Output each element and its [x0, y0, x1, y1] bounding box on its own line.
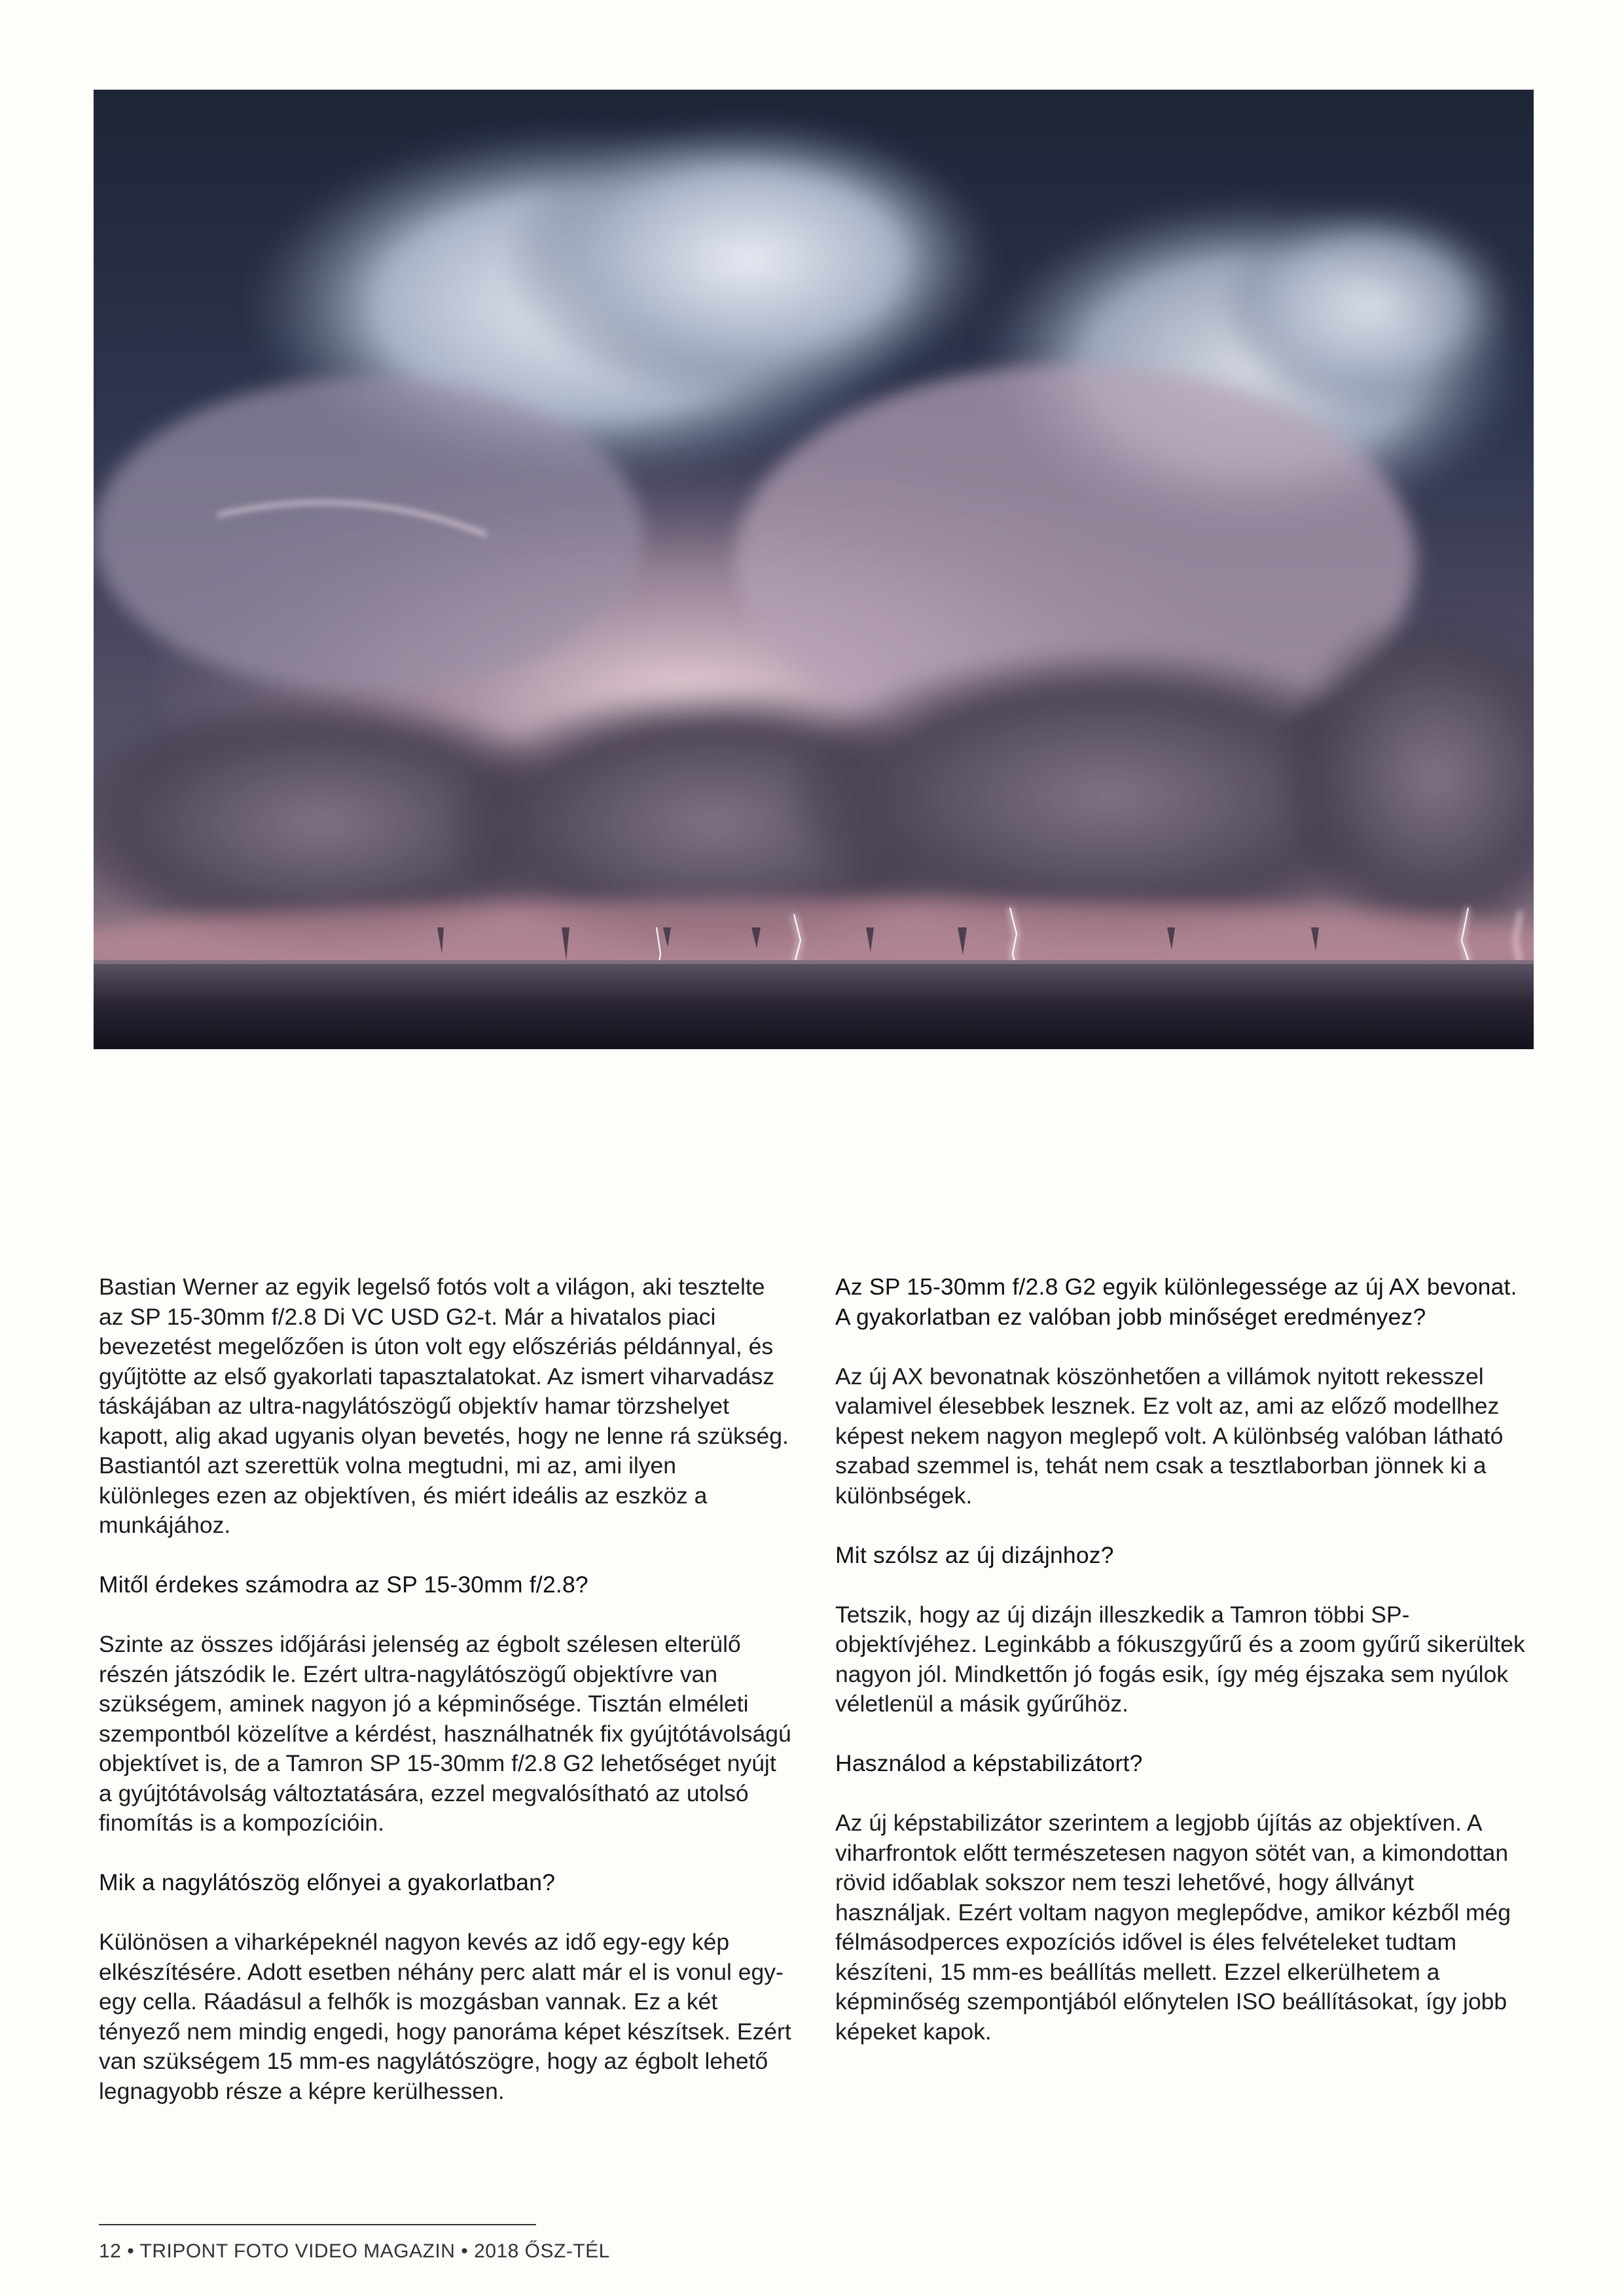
answer-2: Különösen a viharképeknél nagyon kevés az idő egy-egy kép elkészítésére. Adott esetben néhány perc alatt már el is vonul egy-egy cella. Ráadásul a felhők is mozgásban vannak. Ez a két tényező nem mindig engedi, hogy panoráma képet készítsek. Ezért van szükségem 15 mm-es nagylátószögre, hogy az égbolt lehető legnagyobb része a képre kerülhessen.: [99, 1929, 791, 2104]
storm-photo: [94, 90, 1534, 1049]
question-3: Az SP 15-30mm f/2.8 G2 egyik különlegessége az új AX bevonat. A gyakorlatban ez valóban jobb minőséget eredményez?: [835, 1274, 1517, 1330]
question-2: Mik a nagylátószög előnyei a gyakorlatban?: [99, 1869, 556, 1895]
answer-1: Szinte az összes időjárási jelenség az égbolt szélesen elterülő részén játszódik le. Ezért ultra-nagylátószögű objektívre van szükségem, aminek nagyon jó a képminősége. Tisztán elméleti szempontból közelítve a kérdést, használhatnék fix gyújtótávolságú objektívet is, de a Tamron SP 15-30mm f/2.8 G2 lehetőséget nyújt a gyújtótávolság változtatására, ezzel megvalósítható az utolsó finomítás is a kompozícióin.: [99, 1631, 791, 1836]
answer-5: Az új képstabilizátor szerintem a legjobb újítás az objektíven. A viharfrontok előtt természetesen nagyon sötét van, a kimondottan rövid időablak sokszor nem teszi lehetővé, hogy állványt használjak. Ezért voltam nagyon meglepődve, amikor kézből még félmásodperces expozíciós idővel is éles felvételeket tudtam készíteni, 15 mm-es beállítás mellett. Ezzel elkerülhetem a képminőség szempontjából előnytelen ISO beállításokat, így jobb képeket kapok.: [835, 1810, 1511, 2045]
intro-paragraph: Bastian Werner az egyik legelső fotós volt a világon, aki tesztelte az SP 15-30mm f/2.8 Di VC USD G2-t. Már a hivatalos piaci bevezetést megelőzően is úton volt egy előszériás példánnyal, és gyűjtötte az első gyakorlati tapasztalatokat. Az ismert viharvadász táskájában az ultra-nagylátószögű objektív hamar törzshelyet kapott, alig akad ugyanis olyan bevetés, hogy ne lenne rá szükség. Bastiantól azt szerettük volna megtudni, mi az, ami ilyen különleges ezen az objektíven, és miért ideális az eszköz a munkájához.: [99, 1274, 789, 1538]
article-column-right: [835, 1272, 1529, 2077]
footer-rule: [99, 2224, 536, 2225]
question-4: Mit szólsz az új dizájnhoz?: [835, 1541, 1114, 1568]
answer-4: Tetszik, hogy az új dizájn illeszkedik a Tamron többi SP-objektívjéhez. Leginkább a fókuszgyűrű és a zoom gyűrű sikerültek nagyon jól. Mindkettőn jó fogás esik, így még éjszaka sem nyúlok véletlenül a másik gyűrűhöz.: [835, 1601, 1525, 1717]
page-footer: 12 • TRIPONT FOTO VIDEO MAGAZIN • 2018 ŐSZ-TÉL: [99, 2240, 610, 2262]
answer-3: Az új AX bevonatnak köszönhetően a villámok nyitott rekesszel valamivel élesebbek lesznek. Ez volt az, ami az előző modellhez képest nekem nagyon meglepő volt. A különbség valóban látható szabad szemmel is, tehát nem csak a tesztlaborban jönnek ki a különbségek.: [835, 1363, 1504, 1509]
article-column-left: [99, 1272, 793, 2136]
question-1: Mitől érdekes számodra az SP 15-30mm f/2.8?: [99, 1571, 588, 1598]
question-5: Használod a képstabilizátort?: [835, 1750, 1143, 1776]
